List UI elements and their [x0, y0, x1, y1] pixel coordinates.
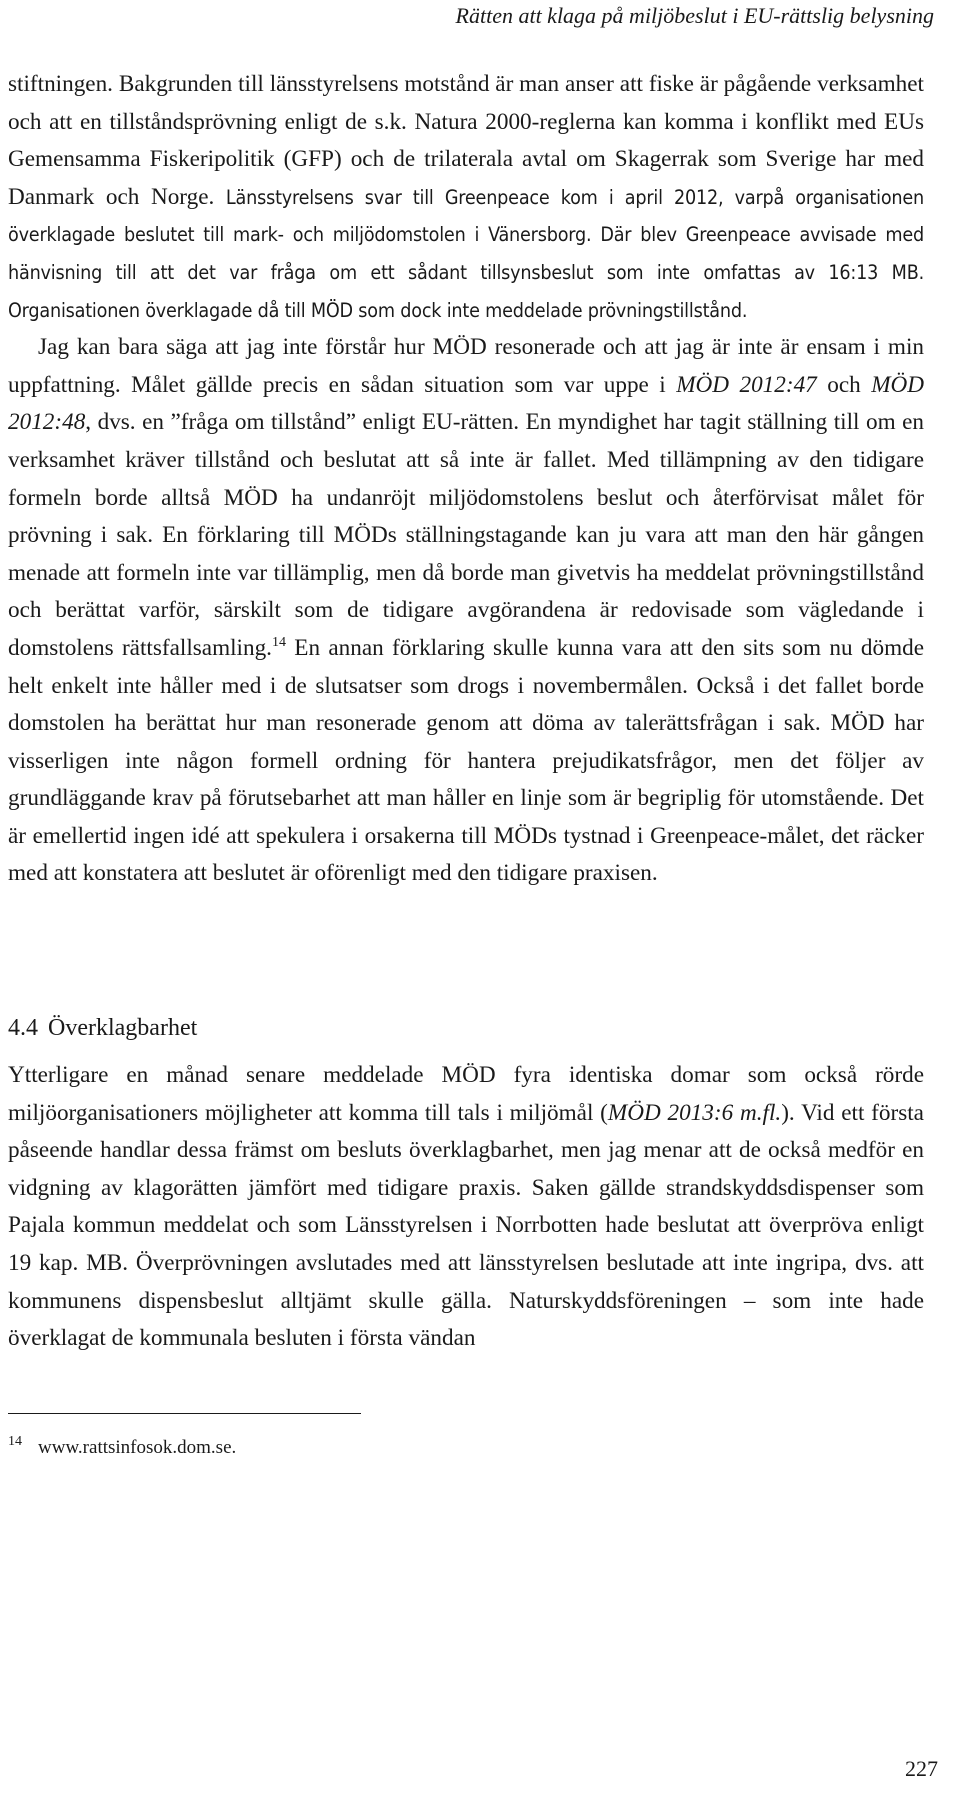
body-text: [8, 66, 924, 893]
section-heading: [8, 1011, 197, 1045]
paragraph: [8, 1057, 924, 1358]
footnote-number: 14: [8, 1434, 22, 1449]
running-header: Rätten att klaga på miljöbeslut i EU-rättslig belysning: [455, 3, 934, 28]
section-title: Överklagbarhet: [48, 1015, 198, 1041]
paragraph-text: Länsstyrelsens svar till Greenpeace kom i april 2012, varpå organisationen överklagade beslutet till mark- och miljödomstolen i Vänersborg. Där blev Greenpeace avvisade med hänvisning till att det var fråga om ett sådant tillsynsbeslut som inte omfattas av 16:13 MB. Organisationen överklagade då till MÖD som dock inte meddelade prövningstillstånd.: [8, 185, 925, 322]
paragraph-text: ). Vid ett första påseende handlar dessa främst om besluts överklagbarhet, men jag menar att de också medför en vidgning av klagorätten jämfört med tidigare praxis. Saken gällde strandskyddsdispenser som Pajala kommun meddelat och som Länsstyrelsen i Norrbotten hade beslutat att överpröva enligt 19 kap. MB. Överprövningen avslutades med att länsstyrelsen beslutade att inte ingripa, dvs. att kommunens dispensbeslut alltjämt skulle gälla. Naturskyddsföreningen – som inte hade överklagat de kommunala besluten i första vändan: [8, 1099, 924, 1352]
section-number: 4.4: [8, 1015, 38, 1041]
footnote-divider: [8, 1413, 361, 1414]
case-reference: MÖD 2012:48: [8, 371, 924, 436]
paragraph-text: , dvs. en ”fråga om tillstånd” enligt EU-rätten. En myndighet har tagit ställning till om en verksamhet kräver tillstånd och beslutat att så inte är fallet. Med tillämpning av den tidigare formeln borde alltså MÖD ha undanröjt miljödomstolens beslut och återförvisat målet för prövning i sak. En förklaring till MÖDs ställningstagande kan ju vara att man den här gången menade att formeln inte var tillämplig, men då borde man givetvis ha meddelat prövningstillstånd och berättat varför, särskilt som de tidigare avgörandena är redovisade som vägledande i domstolens rättsfallsamling.: [8, 409, 924, 661]
footnote: [8, 1427, 236, 1463]
case-reference: MÖD 2013:6 m.fl.: [607, 1099, 782, 1126]
paragraph: [8, 66, 924, 329]
body-text-2: [8, 1057, 924, 1358]
footnote-reference: 14: [271, 634, 286, 650]
paragraph-text: och: [816, 371, 872, 398]
footnote-text: www.rattsinfosok.dom.se.: [38, 1437, 237, 1458]
case-reference: MÖD 2012:47: [676, 371, 817, 398]
paragraph-text: En annan förklaring skulle kunna vara att den sits som nu dömde helt enkelt inte håller med i de slutsatser som drogs i novembermålen. Också i det fallet borde domstolen ha berättat hur man resonerade genom att döma av talerättsfrågan i sak. MÖD har visserligen inte någon formell ordning för hantera prejudikatsfrågor, men det följer av grundläggande krav på förutsebarhet att man håller en linje som är begriplig för utomstående. Det är emellertid ingen idé att spekulera i orsakerna till MÖDs tystnad i Greenpeace-målet, det räcker med att konstatera att beslutet är oförenligt med den tidigare praxisen.: [8, 634, 924, 887]
paragraph-text: Jag kan bara säga att jag inte förstår hur MÖD resonerade och att jag är inte är ensam i min uppfattning. Målet gällde precis en sådan situation som var uppe i: [8, 334, 924, 398]
page-number: 227: [905, 1756, 938, 1781]
paragraph-text: stiftningen. Bakgrunden till länsstyrelsens motstånd är man anser att fiske är pågående verksamhet och att en tillståndsprövning enligt de s.k. Natura 2000-reglerna kan komma i konflikt med EUs Gemensamma Fiskeripolitik (GFP) och de trilaterala avtal om Skagerrak som Sverige har med Danmark och Norge.: [8, 71, 924, 210]
paragraph-text: Ytterligare en månad senare meddelade MÖD fyra identiska domar som också rörde miljöorganisationers möjligheter att komma till tals i miljömål (: [8, 1062, 924, 1126]
paragraph: [8, 329, 924, 893]
